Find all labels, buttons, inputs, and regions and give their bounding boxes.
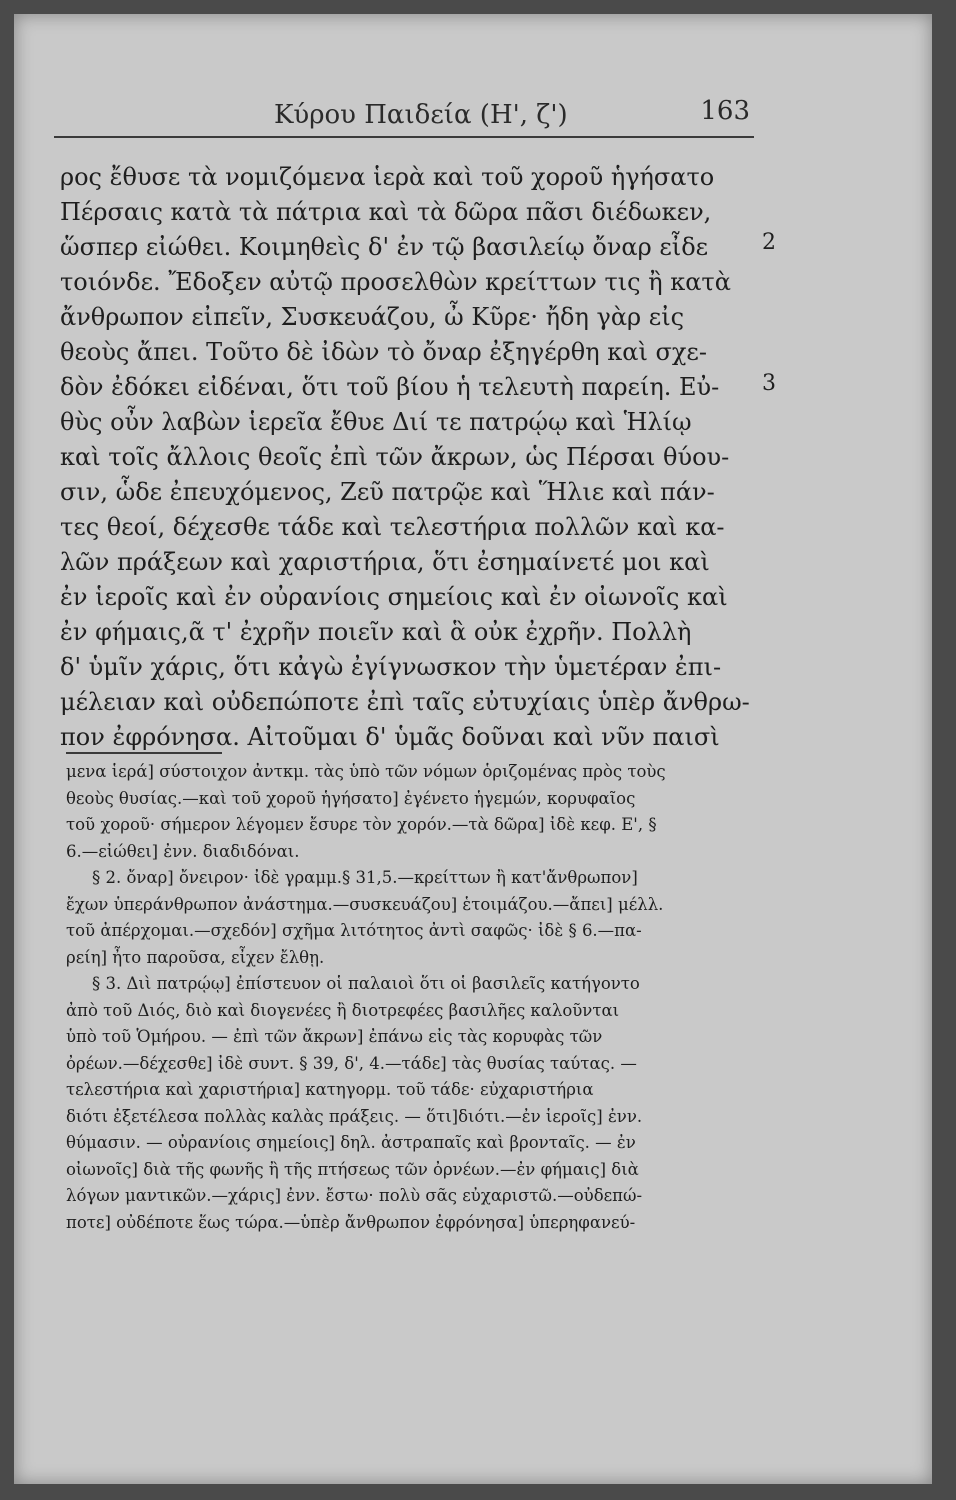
note-line: τελεστήρια καὶ χαριστήρια] κατηγορμ. τοῦ τάδε· εὐχαριστήρια xyxy=(66,1080,594,1099)
text-line: ἄνθρωπον εἰπεῖν, Συσκευάζου, ὦ Κῦρε· ἤδη γὰρ εἰς xyxy=(60,303,685,331)
note-line: οἰωνοῖς] διὰ τῆς φωνῆς ἢ τῆς πτήσεως τῶν ὀρνέων.—ἐν φήμαις] διὰ xyxy=(66,1159,639,1179)
text-line: θὺς οὖν λαβὼν ἱερεῖα ἔθυε Διί τε πατρῴῳ καὶ Ἡλίῳ xyxy=(60,408,692,436)
text-line: ἐν φήμαις,ᾶ τ' ἐχρῆν ποιεῖν καὶ ἃ οὐκ ἐχρῆν. Πολλὴ xyxy=(60,618,692,646)
book-page xyxy=(14,14,932,1484)
text-line: καὶ τοῖς ἄλλοις θεοῖς ἐπὶ τῶν ἄκρων, ὡς Πέρσαι θύου- xyxy=(60,443,730,471)
note-line: § 2. ὄναρ] ὄνειρον· ἰδὲ γραμμ.§ 31,5.—κρείττων ἢ κατ'ἄνθρωπον] xyxy=(92,868,638,887)
text-line: ὥσπερ εἰώθει. Κοιμηθεὶς δ' ἐν τῷ βασιλείῳ ὄναρ εἶδε xyxy=(60,233,709,261)
text-line: μέλειαν καὶ οὐδεπώποτε ἐπὶ ταῖς εὐτυχίαις ὑπὲρ ἄνθρω- xyxy=(60,688,750,716)
text-line: τοιόνδε. Ἔδοξεν αὐτῷ προσελθὼν κρείττων τις ἢ κατὰ xyxy=(60,268,731,296)
note-line: διότι ἐξετέλεσα πολλὰς καλὰς πράξεις. — ὅτι]διότι.—ἐν ἱεροῖς] ἐνν. xyxy=(66,1106,643,1126)
note-line: τοῦ χοροῦ· σήμερον λέγομεν ἔσυρε τὸν χορόν.—τὰ δῶρα] ἰδὲ κεφ. Ε', § xyxy=(66,815,657,834)
text-line: θεοὺς ἄπει. Τοῦτο δὲ ἰδὼν τὸ ὄναρ ἐξηγέρθη καὶ σχε- xyxy=(60,338,707,366)
footnote-rule xyxy=(66,752,222,754)
text-line: σιν, ὧδε ἐπευχόμενος, Ζεῦ πατρῷε καὶ Ἥλιε καὶ πάν- xyxy=(60,478,715,506)
note-line: τοῦ ἀπέρχομαι.—σχεδόν] σχῆμα λιτότητος ἀντὶ σαφῶς· ἰδὲ § 6.—πα- xyxy=(66,921,642,940)
note-line: ἀπὸ τοῦ Διός, διὸ καὶ διογενέες ἢ διοτρεφέες βασιλῆες καλοῦνται xyxy=(66,1000,620,1020)
note-line: ἔχων ὑπεράνθρωπον ἀνάστημα.—συσκευάζου] ἑτοιμάζου.—ἄπει] μέλλ. xyxy=(66,894,664,914)
text-line: Πέρσαις κατὰ τὰ πάτρια καὶ τὰ δῶρα πᾶσι διέδωκεν, xyxy=(60,198,712,226)
text-line: ρος ἔθυσε τὰ νομιζόμενα ἱερὰ καὶ τοῦ χοροῦ ἡγήσατο xyxy=(60,163,715,191)
running-title: Κύρου Παιδεία (Η', ζ') xyxy=(274,100,568,130)
note-line: μενα ἱερά] σύστοιχον ἀντκμ. τὰς ὑπὸ τῶν νόμων ὁριζομένας πρὸς τοὺς xyxy=(66,762,666,781)
note-line: 6.—εἰώθει] ἐνν. διαδιδόναι. xyxy=(66,841,300,861)
commentary-notes xyxy=(66,759,756,1236)
note-line: ρείη] ἦτο παροῦσα, εἶχεν ἔλθῃ. xyxy=(66,947,325,967)
text-line: λῶν πράξεων καὶ χαριστήρια, ὅτι ἐσημαίνετέ μοι καὶ xyxy=(60,548,710,576)
section-number-2: 2 xyxy=(762,230,776,255)
text-line: τες θεοί, δέχεσθε τάδε καὶ τελεστήρια πολλῶν καὶ κα- xyxy=(60,513,725,541)
text-line: δὸν ἐδόκει εἰδέναι, ὅτι τοῦ βίου ἡ τελευτὴ παρείη. Εὐ- xyxy=(60,373,720,401)
note-line: ποτε] οὐδέποτε ἕως τώρα.—ὑπὲρ ἄνθρωπον ἐφρόνησα] ὑπερηφανεύ- xyxy=(66,1212,636,1232)
note-line: § 3. Διὶ πατρῴῳ] ἐπίστευον οἱ παλαιοὶ ὅτι οἱ βασιλεῖς κατήγοντο xyxy=(92,974,640,993)
note-line: ὑπὸ τοῦ Ὁμήρου. — ἐπὶ τῶν ἄκρων] ἐπάνω εἰς τὰς κορυφὰς τῶν xyxy=(66,1027,603,1046)
running-header xyxy=(54,86,754,138)
note-line: θύμασιν. — οὐρανίοις σημείοις] δηλ. ἀστραπαῖς καὶ βρονταῖς. — ἐν xyxy=(66,1133,636,1152)
text-line: δ' ὑμῖν χάρις, ὅτι κἀγὼ ἐγίγνωσκον τὴν ὑμετέραν ἐπι- xyxy=(60,653,722,681)
section-number-3: 3 xyxy=(762,371,776,396)
note-line: ὀρέων.—δέχεσθε] ἰδὲ συντ. § 39, δ', 4.—τάδε] τὰς θυσίας ταύτας. — xyxy=(66,1053,637,1073)
note-line: λόγων μαντικῶν.—χάρις] ἐνν. ἔστω· πολὺ σᾶς εὐχαριστῶ.—οὐδεπώ- xyxy=(66,1186,643,1205)
main-text xyxy=(60,160,756,755)
page-number: 163 xyxy=(700,96,750,126)
note-line: θεοὺς θυσίας.—καὶ τοῦ χοροῦ ἡγήσατο] ἐγένετο ἡγεμών, κορυφαῖος xyxy=(66,788,636,808)
text-line: πον ἐφρόνησα. Αἰτοῦμαι δ' ὑμᾶς δοῦναι καὶ νῦν παισὶ xyxy=(60,723,720,751)
text-line: ἐν ἱεροῖς καὶ ἐν οὐρανίοις σημείοις καὶ ἐν οἰωνοῖς καὶ xyxy=(60,583,728,611)
